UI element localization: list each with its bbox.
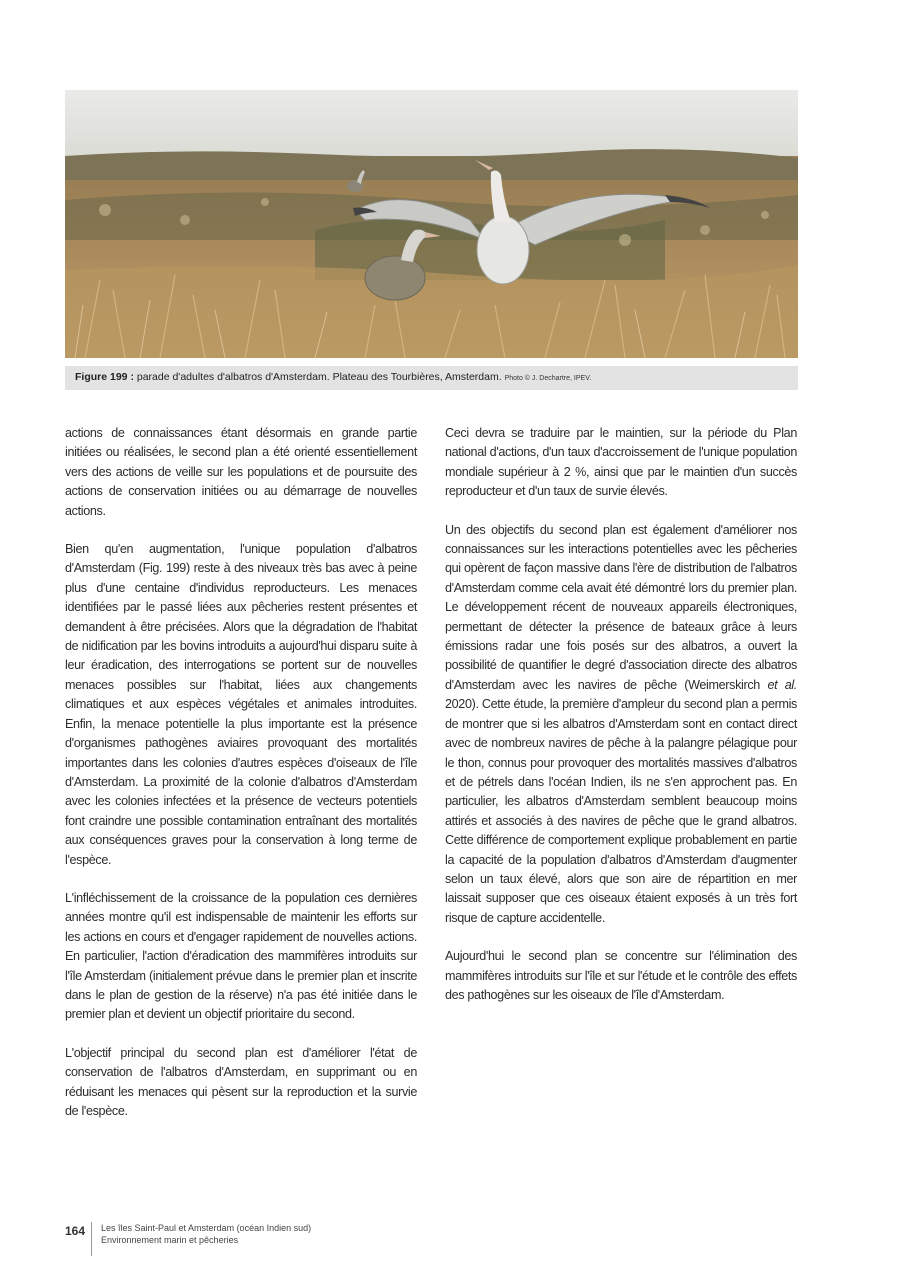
figure-label: Figure 199 : <box>75 371 134 383</box>
paragraph: L'infléchissement de la croissance de la population ces dernières années montre qu'il est indispensable de maintenir les efforts sur les actions en cours et d'engager rapidement de nouvelles actions. En particulier, l'action d'éradication des mammifères introduits sur l'île Amsterdam (initialement prévue dans le premier plan et inscrite dans le plan de gestion de la réserve) n'a pas été initiée dans le premier plan et devient un objectif prioritaire du second. <box>65 890 417 1022</box>
left-column <box>65 424 417 1140</box>
photo-credit: Photo © J. Dechartre, IPEV. <box>504 375 592 382</box>
right-column <box>445 424 797 1024</box>
figure-caption <box>65 366 798 390</box>
albatross-photo-illustration <box>65 90 798 358</box>
paragraph: Aujourd'hui le second plan se concentre sur l'élimination des mammifères introduits sur l'île et sur l'étude et le contrôle des effets des pathogènes sur les oiseaux de l'île d'Amsterdam. <box>445 949 797 1002</box>
page-number: 164 <box>65 1224 86 1238</box>
book-subtitle: Environnement marin et pêcheries <box>101 1235 239 1245</box>
paragraph-with-citation <box>445 521 797 929</box>
paragraph-text: 2020). Cette étude, la première d'ampleur du second plan a permis de montrer que si les albatros d'Amsterdam sont en contact direct avec de nombreux navires de pêche à la palangre pélagique pour le thon, connus pour provoquer des mortalités massives d'albatros et de pétrels dans l'océan Indien, ils ne s'en approchent pas. En particulier, les albatros d'Amsterdam semblent beaucoup moins attirés et associés à des navires de pêche que le grand albatros. Cette différence de comportement explique probablement en partie la capacité de la population d'albatros d'Amsterdam d'augmenter selon un taux élevé, alors que son aire de répartition en mer laissait supposer que ces oiseaux étaient exposés à un très fort risque de capture accidentelle. <box>445 697 797 925</box>
paragraph: Ceci devra se traduire par le maintien, sur la période du Plan national d'actions, d'un taux d'accroissement de l'unique population mondiale supérieur à 2 %, ainsi que par le maintien d'un succès reproducteur et d'un taux de survie élevés. <box>445 426 797 499</box>
running-footer <box>101 1222 311 1246</box>
citation-italic: et al. <box>767 677 797 692</box>
paragraph: L'objectif principal du second plan est d'améliorer l'état de conservation de l'albatros d'Amsterdam, en supprimant ou en réduisant les menaces qui pèsent sur la reproduction et la survie de l'espèce. <box>65 1045 417 1118</box>
paragraph-text: Un des objectifs du second plan est également d'améliorer nos connaissances sur les interactions potentielles avec les pêcheries qui opèrent de façon massive dans l'ère de distribution de l'albatros d'Amsterdam comme cela avait été démontré lors du premier plan. Le développement récent de nouveaux appareils électroniques, permettant de détecter la présence de bateaux grâce à leurs émissions radar une fois posés sur des albatros, a ouvert la possibilité de quantifier le degré d'association directe des albatros d'Amsterdam avec les navires de pêche (Weimerskirch <box>445 522 797 692</box>
figure-photo <box>65 90 798 358</box>
book-title: Les îles Saint-Paul et Amsterdam (océan Indien sud) <box>101 1223 312 1233</box>
footer-divider <box>91 1222 92 1256</box>
paragraph: Bien qu'en augmentation, l'unique population d'albatros d'Amsterdam (Fig. 199) reste à des niveaux très bas avec à peine plus d'une centaine d'individus reproducteurs. Les menaces identifiées par le passé liées aux pêcheries restent présentes et demandent à être précisées. Alors que la dégradation de l'habitat de nidification par les bovins introduits a aujourd'hui disparu suite à leur éradication, des interrogations se portent sur de nouvelles menaces possibles sur l'habitat, liées aux changements climatiques et aux espèces végétales et animales introduites. Enfin, la menace potentielle la plus importante est la présence d'organismes pathogènes aviaires provoquant des mortalités importantes dans les colonies d'autres espèces d'oiseaux de l'île d'Amsterdam. La proximité de la colonie d'albatros d'Amsterdam avec les colonies infectées et la présence de vecteurs potentiels font craindre une possible contamination entraînant des mortalités aux conséquences graves pour la conservation à long terme de l'espèce. <box>65 542 417 867</box>
figure-caption-text: parade d'adultes d'albatros d'Amsterdam. Plateau des Tourbières, Amsterdam. <box>136 371 502 383</box>
paragraph: actions de connaissances étant désormais en grande partie initiées ou réalisées, le second plan a été orienté essentiellement vers des actions de veille sur les populations et de poursuite des actions de conservation initiées ou au démarrage de nouvelles actions. <box>65 426 417 518</box>
